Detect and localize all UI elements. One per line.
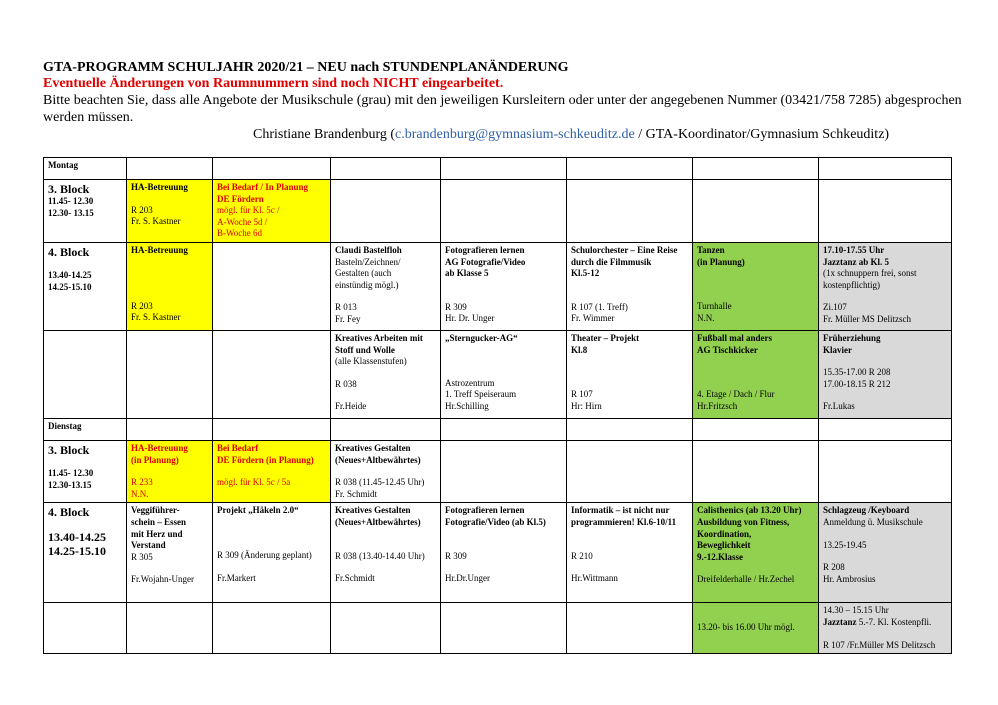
block-cell: 4. Block 13.40-14.25 14.25-15.10 [44,503,127,603]
course-cell: 17.10-17.55 Uhr Jazztanz ab Kl. 5 (1x schnuppern frei, sonst kostenpflichtig) Zi.107 Fr. Müller MS Delitzsch [819,242,952,330]
course-cell: Veggiführer- schein – Essen mit Herz und Verstand R 305 Fr.Wojahn-Unger [127,503,213,603]
day-row-montag [44,158,952,180]
course-cell: Schulorchester – Eine Reise durch die Filmmusik Kl.5-12 R 107 (1. Treff) Fr. Wimmer [567,242,693,330]
course-cell: Fotografieren lernen AG Fotografie/Video ab Klasse 5 R 309 Hr. Dr. Unger [441,242,567,330]
course-cell: Calisthenics (ab 13.20 Uhr) Ausbildung von Fitness, Koordination, Beweglichkeit 9.-12.Klasse Dreifelderhalle / Hr.Zechel [693,503,819,603]
contact-name: Christiane Brandenburg ( [253,127,396,142]
warning-text: Eventuelle Änderungen von Raumnummern sind noch NICHT eingearbeitet. [43,76,504,91]
course-cell: Projekt „Häkeln 2.0“ R 309 (Änderung geplant) Fr.Markert [213,503,331,603]
course-cell: HA-Betreuung (in Planung) R 233 N.N. [127,440,213,502]
course-cell: HA-Betreuung R 203 Fr. S. Kastner [127,180,213,243]
contact-line [253,126,963,143]
table-row [44,242,952,330]
contact-email-link[interactable]: c.brandenburg@gymnasium-schkeuditz.de [395,127,635,142]
course-cell: 14.30 – 15.15 Uhr Jazztanz 5.-7. Kl. Kostenpfli. R 107 /Fr.Müller MS Delitzsch [819,603,952,654]
course-cell: Claudi Bastelfloh Basteln/Zeichnen/ Gestalten (auch einstündig mögl.) R 013 Fr. Fey [331,242,441,330]
table-row [44,330,952,418]
course-cell: Bei Bedarf / In Planung DE Fördern mögl. für Kl. 5c / A-Woche 5d / B-Woche 6d [213,180,331,243]
course-cell: Theater – Projekt Kl.8 R 107 Hr: Hirn [567,330,693,418]
course-cell: Früherziehung Klavier 15.35-17.00 R 208 17.00-18.15 R 212 Fr.Lukas [819,330,952,418]
block-cell: 3. Block 11.45- 12.30 12.30-13.15 [44,440,127,502]
course-cell: „Sterngucker-AG“ Astrozentrum 1. Treff Speiseraum Hr.Schilling [441,330,567,418]
document-header [43,60,963,143]
course-cell: Bei Bedarf DE Fördern (in Planung) mögl. für Kl. 5c / 5a [213,440,331,502]
table-row [44,503,952,603]
course-cell: Schlagzeug /Keyboard Anmeldung ü. Musikschule 13.25-19.45 R 208 Hr. Ambrosius [819,503,952,603]
course-cell: Kreatives Arbeiten mit Stoff und Wolle (alle Klassenstufen) R 038 Fr.Heide [331,330,441,418]
course-cell: Fotografieren lernen Fotografie/Video (ab Kl.5) R 309 Hr.Dr.Unger [441,503,567,603]
block-cell: 4. Block 13.40-14.25 14.25-15.10 [44,242,127,330]
table-row [44,603,952,654]
course-cell: Kreatives Gestalten (Neues+Altbewährtes) R 038 (13.40-14.40 Uhr) Fr.Schmidt [331,503,441,603]
schedule-table [43,157,952,654]
contact-role: / GTA-Koordinator/Gymnasium Schkeuditz) [634,127,890,142]
day-label-dienstag: Dienstag [44,418,127,440]
course-cell: Kreatives Gestalten (Neues+Altbewährtes) R 038 (11.45-12.45 Uhr) Fr. Schmidt [331,440,441,502]
musikschule-note: Bitte beachten Sie, dass alle Angebote der Musikschule (grau) mit den jeweiligen Kursleitern oder unter der angegebenen Nummer (03421/758 7285) abgesprochen werden müssen. [43,93,962,125]
document-title: GTA-PROGRAMM SCHULJAHR 2020/21 – NEU nach STUNDENPLANÄNDERUNG [43,60,569,75]
day-row-dienstag [44,418,952,440]
course-cell: Tanzen (in Planung) Turnhalle N.N. [693,242,819,330]
course-cell: HA-Betreuung R 203 Fr. S. Kastner [127,242,213,330]
course-cell: Informatik – ist nicht nur programmieren! Kl.6-10/11 R 210 Hr.Wittmann [567,503,693,603]
block-cell: 3. Block 11.45- 12.30 12.30- 13.15 [44,180,127,243]
course-cell: Fußball mal anders AG Tischkicker 4. Etage / Dach / Flur Hr.Fritzsch [693,330,819,418]
table-row [44,440,952,502]
course-cell: 13.20- bis 16.00 Uhr mögl. [693,603,819,654]
table-row [44,180,952,243]
day-label-montag: Montag [44,158,127,180]
